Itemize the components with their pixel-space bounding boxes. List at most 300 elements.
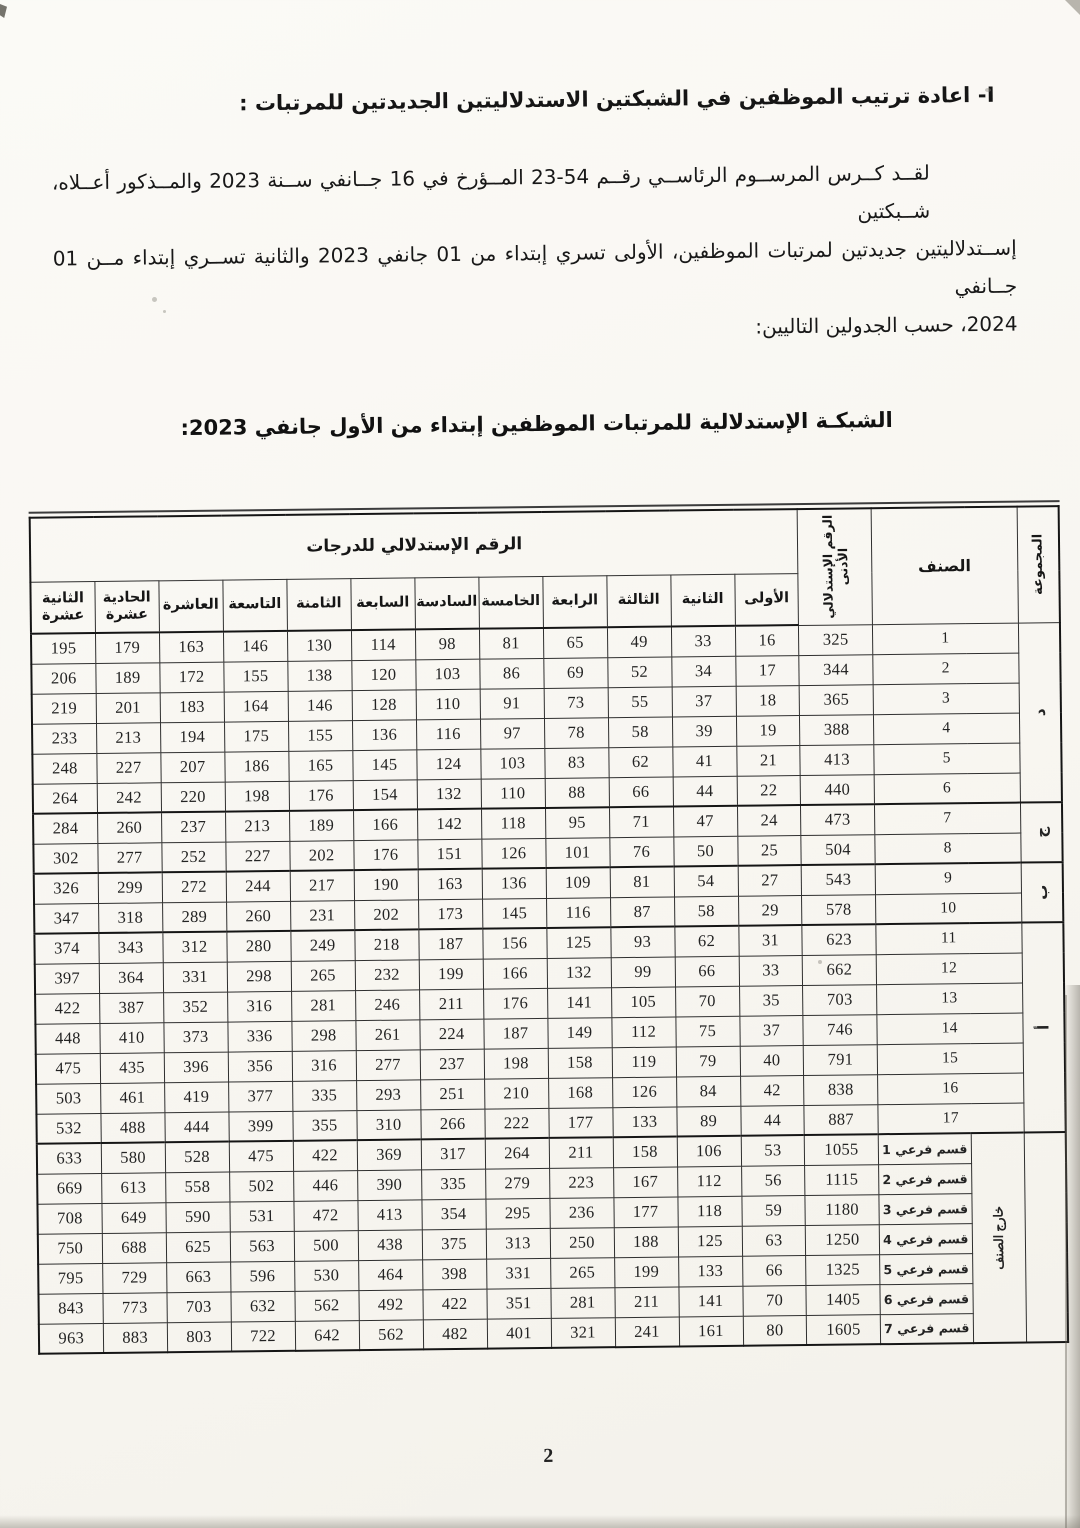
degree-cell: 190 — [354, 869, 418, 900]
min-index-cell: 543 — [802, 864, 875, 895]
degree-cell: 76 — [609, 836, 673, 867]
degree-cell: 482 — [423, 1319, 487, 1350]
degree-cell: 446 — [293, 1170, 357, 1201]
degree-cell: 25 — [737, 835, 801, 866]
degree-cell: 233 — [32, 723, 96, 754]
degree-cell: 16 — [735, 625, 799, 656]
salary-grid-table — [29, 505, 1069, 1355]
min-index-cell: 703 — [803, 984, 876, 1015]
degree-cell: 475 — [36, 1053, 100, 1084]
degree-cell: 84 — [676, 1076, 740, 1107]
degree-cell: 475 — [229, 1141, 293, 1172]
degree-cell: 22 — [737, 775, 801, 806]
degree-cell: 89 — [676, 1106, 740, 1137]
degree-cell: 316 — [227, 991, 291, 1022]
degree-cell: 198 — [484, 1048, 548, 1079]
column-header-degree: الأولى — [734, 573, 799, 626]
degree-cell: 260 — [97, 812, 161, 843]
degree-cell: 435 — [100, 1052, 164, 1083]
degree-cell: 963 — [39, 1323, 103, 1354]
degree-cell: 17 — [735, 655, 799, 686]
degree-cell: 563 — [230, 1231, 294, 1262]
degree-cell: 703 — [167, 1292, 231, 1323]
degree-cell: 172 — [159, 662, 223, 693]
min-index-cell: 1180 — [805, 1194, 878, 1225]
degree-cell: 149 — [547, 1017, 611, 1048]
degree-cell: 750 — [38, 1233, 102, 1264]
degree-cell: 33 — [739, 955, 803, 986]
degree-cell: 62 — [608, 747, 672, 778]
class-cell: 13 — [876, 983, 1023, 1015]
min-index-cell: 623 — [802, 924, 875, 955]
paragraph-line: إســتدلاليتين جديدتين لمرتبات الموظفين، الأولى تسري إبتداء من 01 جانفي 2023 والثانية تســري إبتداء مــن 01 جــانفي — [52, 235, 1018, 299]
degree-cell: 158 — [548, 1047, 612, 1078]
paragraph-line: لقــد كــرس المرســوم الرئاســي رقــم 54-23 المــؤرخ في 16 جــانفي ســنة 2023 والمــذكور أعــلاه، شــبكتين — [51, 160, 931, 224]
degree-cell: 265 — [291, 960, 355, 991]
degree-cell: 21 — [736, 745, 800, 776]
degree-cell: 211 — [614, 1286, 678, 1317]
degree-cell: 492 — [359, 1289, 423, 1320]
degree-cell: 246 — [355, 989, 419, 1020]
degree-cell: 642 — [295, 1320, 359, 1351]
degree-cell: 98 — [415, 629, 479, 660]
degree-cell: 590 — [166, 1202, 230, 1233]
min-index-cell: 388 — [800, 714, 873, 745]
degree-cell: 299 — [98, 872, 162, 903]
degree-cell: 86 — [479, 658, 543, 689]
degree-cell: 73 — [544, 687, 608, 718]
degree-cell: 272 — [162, 872, 226, 903]
table-body — [31, 622, 1068, 1354]
degree-cell: 649 — [102, 1202, 166, 1233]
degree-cell: 211 — [419, 989, 483, 1020]
degree-cell: 331 — [486, 1258, 550, 1289]
degree-cell: 224 — [419, 1019, 483, 1050]
degree-cell: 110 — [416, 689, 480, 720]
degree-cell: 472 — [294, 1200, 358, 1231]
min-index-cell: 1325 — [806, 1254, 879, 1285]
degree-cell: 335 — [421, 1169, 485, 1200]
min-index-cell: 440 — [801, 774, 874, 805]
scan-speck — [818, 960, 822, 964]
sub-class-cell: قسم فرعي 1 — [878, 1133, 972, 1164]
min-index-cell: 325 — [799, 624, 872, 655]
degree-cell: 335 — [292, 1080, 356, 1111]
degree-cell: 167 — [613, 1166, 677, 1197]
degree-cell: 351 — [487, 1288, 551, 1319]
min-index-cell: 838 — [804, 1074, 877, 1105]
degree-cell: 502 — [229, 1171, 293, 1202]
column-header-group — [1017, 506, 1060, 622]
sub-class-cell: قسم فرعي 3 — [879, 1193, 973, 1224]
degree-cell: 158 — [613, 1136, 677, 1167]
class-cell: 6 — [874, 773, 1021, 805]
degree-cell: 528 — [165, 1142, 229, 1173]
group-label: ب — [1032, 884, 1051, 900]
degree-cell: 132 — [547, 957, 611, 988]
degree-cell: 198 — [225, 781, 289, 812]
class-cell: 11 — [875, 923, 1022, 955]
degree-cell: 669 — [37, 1173, 101, 1204]
degree-cell: 231 — [290, 900, 354, 931]
degree-cell: 313 — [486, 1228, 550, 1259]
degree-cell: 151 — [417, 839, 481, 870]
degree-cell: 500 — [294, 1230, 358, 1261]
min-index-cell: 1405 — [806, 1284, 879, 1315]
class-cell: 16 — [877, 1073, 1024, 1105]
min-index-cell: 887 — [804, 1104, 877, 1135]
degree-cell: 194 — [160, 722, 224, 753]
degree-cell: 410 — [100, 1022, 164, 1053]
degree-cell: 347 — [34, 903, 98, 934]
degree-cell: 81 — [610, 866, 674, 897]
table-title: الشبكـة الإستدلالية للمرتبات الموظفين إبتداء من الأول جانفي 2023: — [180, 407, 893, 441]
degree-cell: 298 — [227, 961, 291, 992]
degree-cell: 119 — [612, 1046, 676, 1077]
scan-speck — [985, 88, 991, 92]
degree-cell: 103 — [480, 748, 544, 779]
degree-cell: 37 — [739, 1015, 803, 1046]
salary-grid-wrapper — [29, 500, 1069, 1355]
min-index-cell: 1115 — [805, 1164, 878, 1195]
degree-cell: 213 — [96, 722, 160, 753]
class-cell: 15 — [877, 1043, 1024, 1075]
degree-cell: 125 — [546, 927, 610, 958]
degree-cell: 136 — [352, 719, 416, 750]
degree-cell: 625 — [166, 1232, 230, 1263]
degree-cell: 355 — [293, 1110, 357, 1141]
degree-cell: 41 — [672, 746, 736, 777]
column-header-degree: الثانية — [670, 574, 735, 627]
degree-cell: 112 — [677, 1166, 741, 1197]
degree-cell: 141 — [678, 1286, 742, 1317]
degree-cell: 260 — [226, 901, 290, 932]
degree-cell: 795 — [38, 1263, 102, 1294]
degree-cell: 27 — [738, 865, 802, 896]
class-cell: 2 — [872, 653, 1019, 685]
degree-cell: 125 — [678, 1226, 742, 1257]
degree-cell: 183 — [160, 692, 224, 723]
degree-cell: 281 — [291, 990, 355, 1021]
degree-cell: 54 — [674, 866, 738, 897]
degree-cell: 236 — [549, 1197, 613, 1228]
class-cell: 9 — [875, 863, 1022, 895]
column-header-class: الصنف — [871, 507, 1019, 625]
degree-cell: 773 — [103, 1292, 167, 1323]
degree-cell: 18 — [736, 685, 800, 716]
degree-cell: 177 — [548, 1107, 612, 1138]
degree-cell: 321 — [551, 1317, 615, 1348]
degree-cell: 188 — [614, 1226, 678, 1257]
sub-class-cell: قسم فرعي 2 — [878, 1163, 972, 1194]
column-header-degree: العاشرة — [159, 580, 224, 633]
degree-cell: 116 — [546, 897, 610, 928]
degree-cell: 87 — [610, 896, 674, 927]
column-header-degree: الرابعة — [542, 575, 607, 628]
degree-cell: 80 — [743, 1315, 807, 1346]
column-header-degree: الحادية عشرة — [95, 580, 160, 633]
degree-cell: 298 — [292, 1020, 356, 1051]
degree-cell: 596 — [230, 1261, 294, 1292]
degree-cell: 165 — [288, 750, 352, 781]
degree-cell: 189 — [289, 810, 353, 841]
degree-cell: 399 — [229, 1111, 293, 1142]
degree-cell: 261 — [355, 1019, 419, 1050]
degree-cell: 217 — [290, 870, 354, 901]
degree-cell: 250 — [550, 1227, 614, 1258]
degree-cell: 688 — [102, 1232, 166, 1263]
degree-cell: 133 — [678, 1256, 742, 1287]
degree-cell: 280 — [227, 931, 291, 962]
degree-cell: 488 — [101, 1112, 165, 1143]
degree-cell: 33 — [671, 626, 735, 657]
degree-cell: 293 — [356, 1079, 420, 1110]
degree-cell: 88 — [545, 777, 609, 808]
degree-cell: 369 — [357, 1139, 421, 1170]
degree-cell: 219 — [32, 693, 96, 724]
column-header-group-label: المجموعة — [1030, 533, 1047, 596]
degree-cell: 141 — [547, 987, 611, 1018]
group-label: د — [1030, 708, 1049, 717]
degree-cell: 42 — [740, 1075, 804, 1106]
degree-cell: 722 — [231, 1321, 295, 1352]
degree-cell: 227 — [225, 841, 289, 872]
group-cell — [1021, 862, 1063, 922]
degree-cell: 81 — [479, 628, 543, 659]
class-cell: 7 — [874, 803, 1021, 835]
degree-cell: 62 — [674, 926, 738, 957]
table-header-row-top — [30, 506, 1060, 582]
degree-cell: 201 — [96, 692, 160, 723]
degree-cell: 91 — [480, 688, 544, 719]
degree-cell: 187 — [483, 1018, 547, 1049]
degree-cell: 377 — [228, 1081, 292, 1112]
column-header-degrees-span: الرقم الإستدلالي للدرجات — [30, 509, 799, 582]
degree-cell: 530 — [294, 1260, 358, 1291]
degree-cell: 281 — [550, 1287, 614, 1318]
degree-cell: 112 — [611, 1016, 675, 1047]
degree-cell: 177 — [613, 1196, 677, 1227]
degree-cell: 558 — [165, 1172, 229, 1203]
degree-cell: 114 — [351, 629, 415, 660]
degree-cell: 142 — [417, 809, 481, 840]
class-cell: 14 — [876, 1013, 1023, 1045]
degree-cell: 244 — [226, 871, 290, 902]
degree-cell: 53 — [741, 1135, 805, 1166]
column-header-degree: الخامسة — [478, 576, 543, 629]
degree-cell: 803 — [167, 1322, 231, 1353]
min-index-cell: 578 — [802, 894, 875, 925]
degree-cell: 562 — [295, 1290, 359, 1321]
degree-cell: 78 — [544, 717, 608, 748]
degree-cell: 277 — [98, 842, 162, 873]
class-cell: 17 — [877, 1103, 1024, 1135]
degree-cell: 164 — [224, 691, 288, 722]
degree-cell: 284 — [33, 813, 97, 844]
degree-cell: 422 — [293, 1140, 357, 1171]
degree-cell: 248 — [32, 753, 96, 784]
degree-cell: 101 — [545, 837, 609, 868]
min-index-cell: 473 — [801, 804, 874, 835]
degree-cell: 249 — [290, 930, 354, 961]
degree-cell: 39 — [672, 716, 736, 747]
degree-cell: 83 — [544, 747, 608, 778]
degree-cell: 580 — [101, 1142, 165, 1173]
column-header-degree: الثانية عشرة — [30, 581, 95, 634]
degree-cell: 613 — [101, 1172, 165, 1203]
column-header-degree: السادسة — [414, 577, 479, 630]
degree-cell: 316 — [292, 1050, 356, 1081]
scan-speck — [152, 297, 157, 302]
degree-cell: 264 — [485, 1138, 549, 1169]
degree-cell: 373 — [164, 1022, 228, 1053]
degree-cell: 75 — [675, 1016, 739, 1047]
degree-cell: 31 — [738, 925, 802, 956]
degree-cell: 49 — [607, 627, 671, 658]
sub-class-cell: قسم فرعي 5 — [879, 1253, 973, 1284]
degree-cell: 29 — [738, 895, 802, 926]
degree-cell: 352 — [163, 992, 227, 1023]
degree-cell: 93 — [610, 926, 674, 957]
degree-cell: 374 — [34, 933, 98, 964]
degree-cell: 97 — [480, 718, 544, 749]
degree-cell: 166 — [483, 958, 547, 989]
degree-cell: 532 — [36, 1113, 100, 1144]
degree-cell: 110 — [481, 778, 545, 809]
degree-cell: 222 — [484, 1108, 548, 1139]
degree-cell: 65 — [543, 627, 607, 658]
class-cell: 12 — [876, 953, 1023, 985]
degree-cell: 265 — [550, 1257, 614, 1288]
degree-cell: 156 — [482, 928, 546, 959]
degree-cell: 444 — [165, 1112, 229, 1143]
group-label: ج — [1032, 826, 1051, 838]
min-index-cell: 365 — [800, 684, 873, 715]
degree-cell: 461 — [100, 1082, 164, 1113]
min-index-cell: 413 — [800, 744, 873, 775]
degree-cell: 173 — [418, 899, 482, 930]
min-index-cell: 1605 — [807, 1314, 880, 1345]
degree-cell: 168 — [548, 1077, 612, 1108]
degree-cell: 199 — [419, 959, 483, 990]
sub-class-cell: قسم فرعي 4 — [879, 1223, 973, 1254]
degree-cell: 47 — [673, 806, 737, 837]
degree-cell: 95 — [545, 807, 609, 838]
degree-cell: 397 — [35, 963, 99, 994]
degree-cell: 166 — [353, 809, 417, 840]
scan-corner-mark-top-right — [1065, 0, 1080, 15]
degree-cell: 354 — [422, 1199, 486, 1230]
degree-cell: 729 — [102, 1262, 166, 1293]
degree-cell: 118 — [481, 808, 545, 839]
out-of-class-label: خارج الصنف — [991, 1205, 1007, 1270]
degree-cell: 220 — [161, 782, 225, 813]
degree-cell: 310 — [357, 1109, 421, 1140]
group-label: أ — [1034, 1024, 1053, 1030]
degree-cell: 179 — [95, 632, 159, 663]
degree-cell: 413 — [358, 1199, 422, 1230]
degree-cell: 126 — [481, 838, 545, 869]
degree-cell: 71 — [609, 806, 673, 837]
degree-cell: 663 — [166, 1262, 230, 1293]
degree-cell: 202 — [289, 840, 353, 871]
degree-cell: 124 — [416, 749, 480, 780]
degree-cell: 130 — [287, 630, 351, 661]
degree-cell: 331 — [163, 962, 227, 993]
degree-cell: 189 — [95, 662, 159, 693]
degree-cell: 56 — [741, 1165, 805, 1196]
degree-cell: 448 — [35, 1023, 99, 1054]
column-header-degree: الثالثة — [606, 575, 671, 628]
degree-cell: 227 — [97, 752, 161, 783]
degree-cell: 883 — [103, 1322, 167, 1353]
degree-cell: 237 — [420, 1049, 484, 1080]
degree-cell: 419 — [164, 1082, 228, 1113]
degree-cell: 37 — [672, 686, 736, 717]
class-cell: 5 — [873, 743, 1020, 775]
degree-cell: 58 — [608, 717, 672, 748]
degree-cell: 50 — [673, 836, 737, 867]
degree-cell: 211 — [549, 1137, 613, 1168]
group-cell — [1020, 802, 1062, 862]
intro-paragraph — [52, 153, 1018, 354]
degree-cell: 277 — [356, 1049, 420, 1080]
group-cell — [1022, 922, 1066, 1132]
column-header-min-index-label: الرقم الإستدلالي الأدنى — [819, 514, 851, 620]
degree-cell: 195 — [31, 633, 95, 664]
class-cell: 4 — [873, 713, 1020, 745]
degree-cell: 199 — [614, 1256, 678, 1287]
degree-cell: 223 — [549, 1167, 613, 1198]
degree-cell: 422 — [35, 993, 99, 1024]
degree-cell: 106 — [677, 1136, 741, 1167]
degree-cell: 266 — [420, 1109, 484, 1140]
degree-cell: 312 — [163, 932, 227, 963]
degree-cell: 70 — [675, 986, 739, 1017]
degree-cell: 154 — [353, 779, 417, 810]
min-index-cell: 504 — [801, 834, 874, 865]
scan-shadow-right-line — [1065, 995, 1067, 1528]
degree-cell: 843 — [38, 1293, 102, 1324]
degree-cell: 364 — [99, 962, 163, 993]
degree-cell: 242 — [97, 782, 161, 813]
degree-cell: 210 — [484, 1078, 548, 1109]
degree-cell: 163 — [418, 869, 482, 900]
degree-cell: 146 — [223, 631, 287, 662]
page-number: 2 — [543, 1444, 554, 1468]
degree-cell: 136 — [482, 868, 546, 899]
sub-class-cell: قسم فرعي 7 — [880, 1313, 974, 1344]
degree-cell: 103 — [415, 659, 479, 690]
degree-cell: 161 — [679, 1316, 743, 1347]
degree-cell: 438 — [358, 1229, 422, 1260]
degree-cell: 237 — [161, 812, 225, 843]
degree-cell: 58 — [674, 896, 738, 927]
degree-cell: 116 — [416, 719, 480, 750]
degree-cell: 79 — [676, 1046, 740, 1077]
degree-cell: 55 — [608, 687, 672, 718]
degree-cell: 105 — [611, 986, 675, 1017]
degree-cell: 35 — [739, 985, 803, 1016]
degree-cell: 44 — [740, 1105, 804, 1136]
degree-cell: 24 — [737, 805, 801, 836]
degree-cell: 145 — [482, 898, 546, 929]
degree-cell: 289 — [162, 902, 226, 933]
degree-cell: 34 — [671, 656, 735, 687]
degree-cell: 59 — [741, 1195, 805, 1226]
degree-cell: 396 — [164, 1052, 228, 1083]
scan-speck — [163, 310, 166, 313]
